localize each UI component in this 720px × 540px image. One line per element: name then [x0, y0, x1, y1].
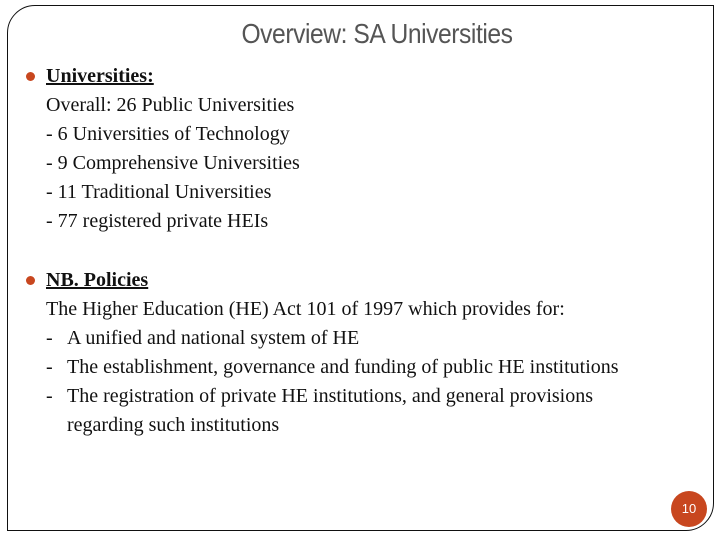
section-heading	[46, 62, 300, 91]
list-item	[46, 353, 686, 382]
list-item: - 11 Traditional Universities	[46, 181, 272, 203]
heading-text: NB. Policies	[46, 269, 149, 291]
item-text: The registration of private HE institutions, and general provisions regarding such institutions	[67, 385, 593, 436]
dash: -	[46, 356, 53, 378]
list-item	[46, 324, 686, 353]
bullet-icon	[26, 276, 35, 285]
section-heading	[46, 266, 686, 295]
list-item: - 6 Universities of Technology	[46, 123, 290, 145]
list-item: - 77 registered private HEIs	[46, 210, 269, 232]
item-text: The establishment, governance and funding of public HE institutions	[67, 356, 619, 378]
dash: -	[46, 385, 53, 407]
list-item: - 9 Comprehensive Universities	[46, 152, 300, 174]
page-number-badge: 10	[671, 491, 707, 527]
section-policies	[46, 266, 686, 440]
heading-text: Universities:	[46, 65, 154, 87]
dash: -	[46, 327, 53, 349]
intro-text: The Higher Education (HE) Act 101 of 1997 which provides for:	[46, 298, 565, 320]
section-universities	[46, 62, 300, 236]
item-text: A unified and national system of HE	[67, 327, 360, 349]
bullet-icon	[26, 72, 35, 81]
list-item	[46, 382, 667, 440]
slide-title: Overview: SA Universities	[241, 18, 513, 49]
list-item: Overall: 26 Public Universities	[46, 94, 295, 116]
